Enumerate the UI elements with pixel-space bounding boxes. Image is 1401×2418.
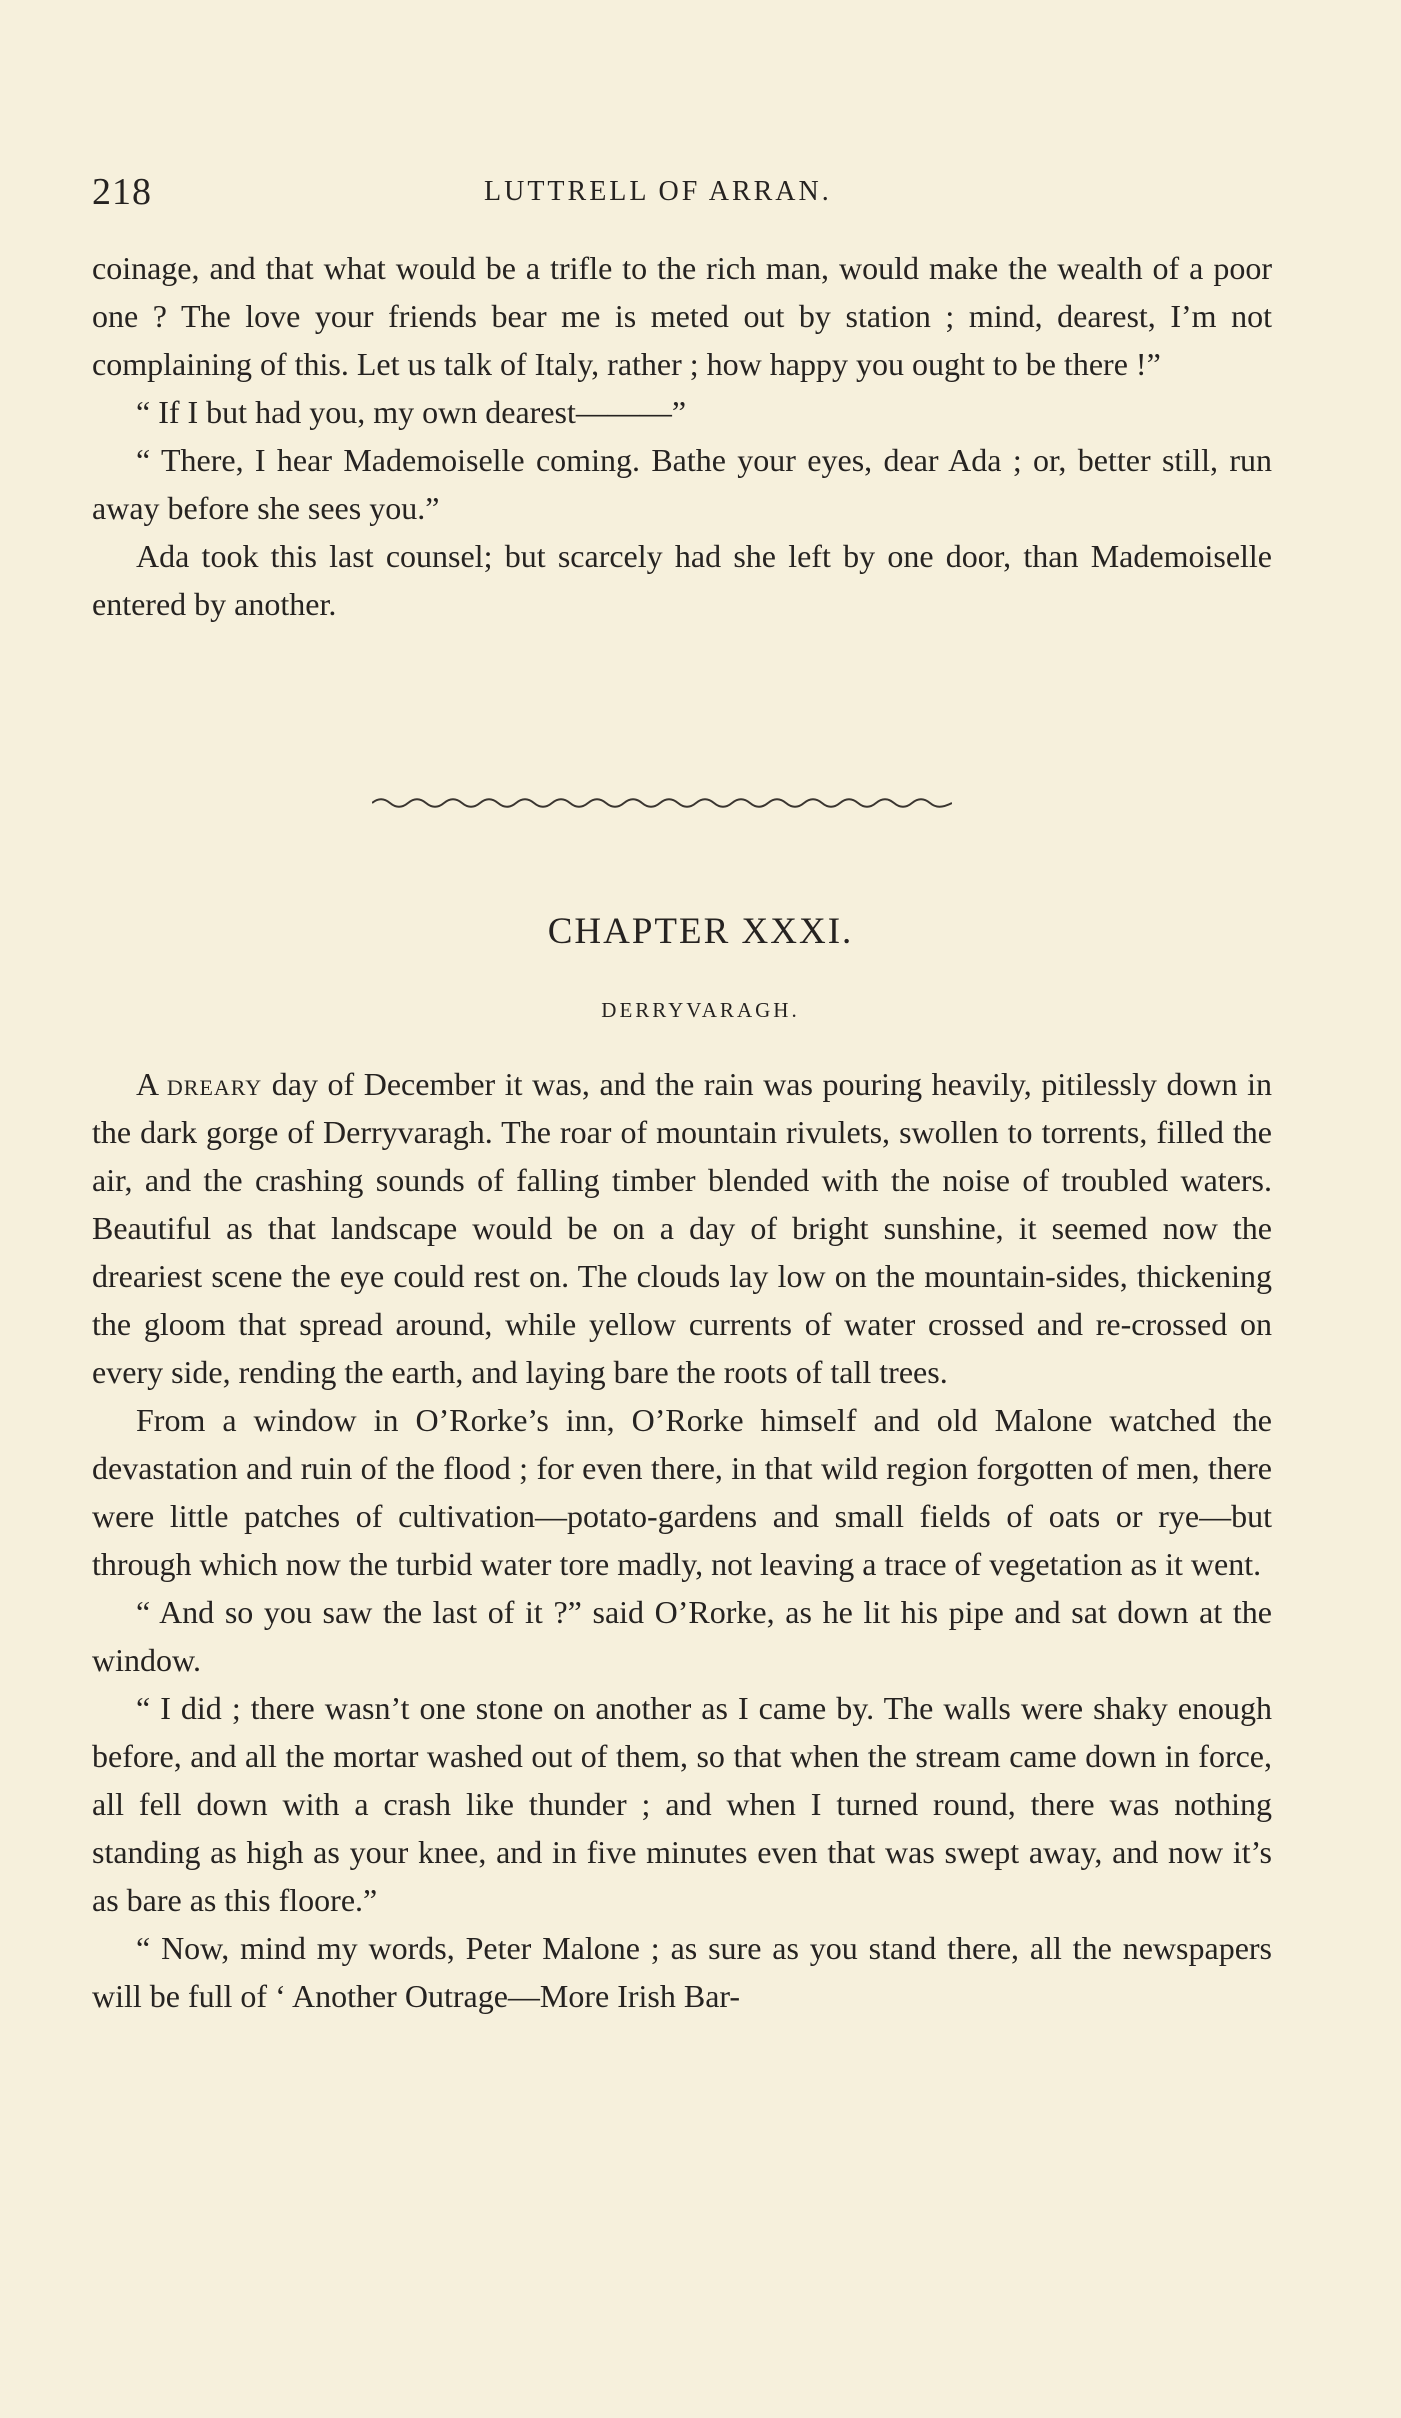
chapter-paragraph-2: From a window in O’Rorke’s inn, O’Rorke himself and old Malone watched the devastation and ruin of the flood ; for even there, in that wild region forgotten of men, there were little patches of cultivation—potato-gardens and small fields of oats or rye—but through which now the turbid water tore madly, not leaving a trace of vegetation as it went.	[92, 1402, 1272, 1582]
chapter-paragraph-5: “ Now, mind my words, Peter Malone ; as sure as you stand there, all the newspapers will be full of ‘ Another Outrage—More Irish Bar-	[92, 1930, 1272, 2014]
chapter-paragraph-4: “ I did ; there wasn’t one stone on another as I came by. The walls were shaky enough before, and all the mortar washed out of them, so that when the stream came down in force, all fell down with a crash like thunder ; and when I turned round, there was nothing standing as high as your knee, and in five minutes even that was swept away, and now it’s as bare as this floore.”	[92, 1690, 1272, 1918]
opening-paragraph-4: Ada took this last counsel; but scarcely had she left by one door, than Mademoiselle entered by another.	[92, 538, 1272, 622]
chapter-paragraph-1	[92, 1060, 1272, 1396]
opening-paragraph-3: “ There, I hear Mademoiselle coming. Bathe your eyes, dear Ada ; or, better still, run away before she sees you.”	[92, 442, 1272, 526]
opening-paragraph-1: coinage, and that what would be a trifle to the rich man, would make the wealth of a poor one ? The love your friends bear me is meted out by station ; mind, dearest, I’m not complaining of this. Let us talk of Italy, rather ; how happy you ought to be there !”	[92, 250, 1272, 382]
page-number: 218	[92, 171, 152, 213]
chapter-subtitle: DERRYVARAGH.	[601, 998, 800, 1022]
opening-text	[92, 244, 1272, 628]
chapter-paragraph-1-text: day of December it was, and the rain was pouring heavily, pitilessly down in the dark gorge of Derryvaragh. The roar of mountain rivulets, swollen to torrents, filled the air, and the crashing sounds of falling timber blended with the noise of troubled waters. Beautiful as that landscape would be on a day of bright sunshine, it seemed now the dreariest scene the eye could rest on. The clouds lay low on the mountain-sides, thickening the gloom that spread around, while yellow currents of water crossed and re-crossed on every side, rending the earth, and laying bare the roots of tall trees.	[92, 1066, 1273, 1390]
chapter-paragraph-3: “ And so you saw the last of it ?” said O’Rorke, as he lit his pipe and sat down at the window.	[92, 1594, 1272, 1678]
page-header	[92, 170, 1272, 220]
chapter-first-word: A	[136, 1066, 158, 1102]
running-head: LUTTRELL OF ARRAN.	[484, 176, 832, 207]
chapter-text	[92, 1060, 1272, 2020]
opening-paragraph-2: “ If I but had you, my own dearest———”	[136, 394, 687, 430]
chapter-divider-ornament	[372, 790, 952, 814]
chapter-title: CHAPTER XXXI.	[547, 911, 854, 952]
chapter-small-caps-word: dreary	[166, 1066, 263, 1102]
